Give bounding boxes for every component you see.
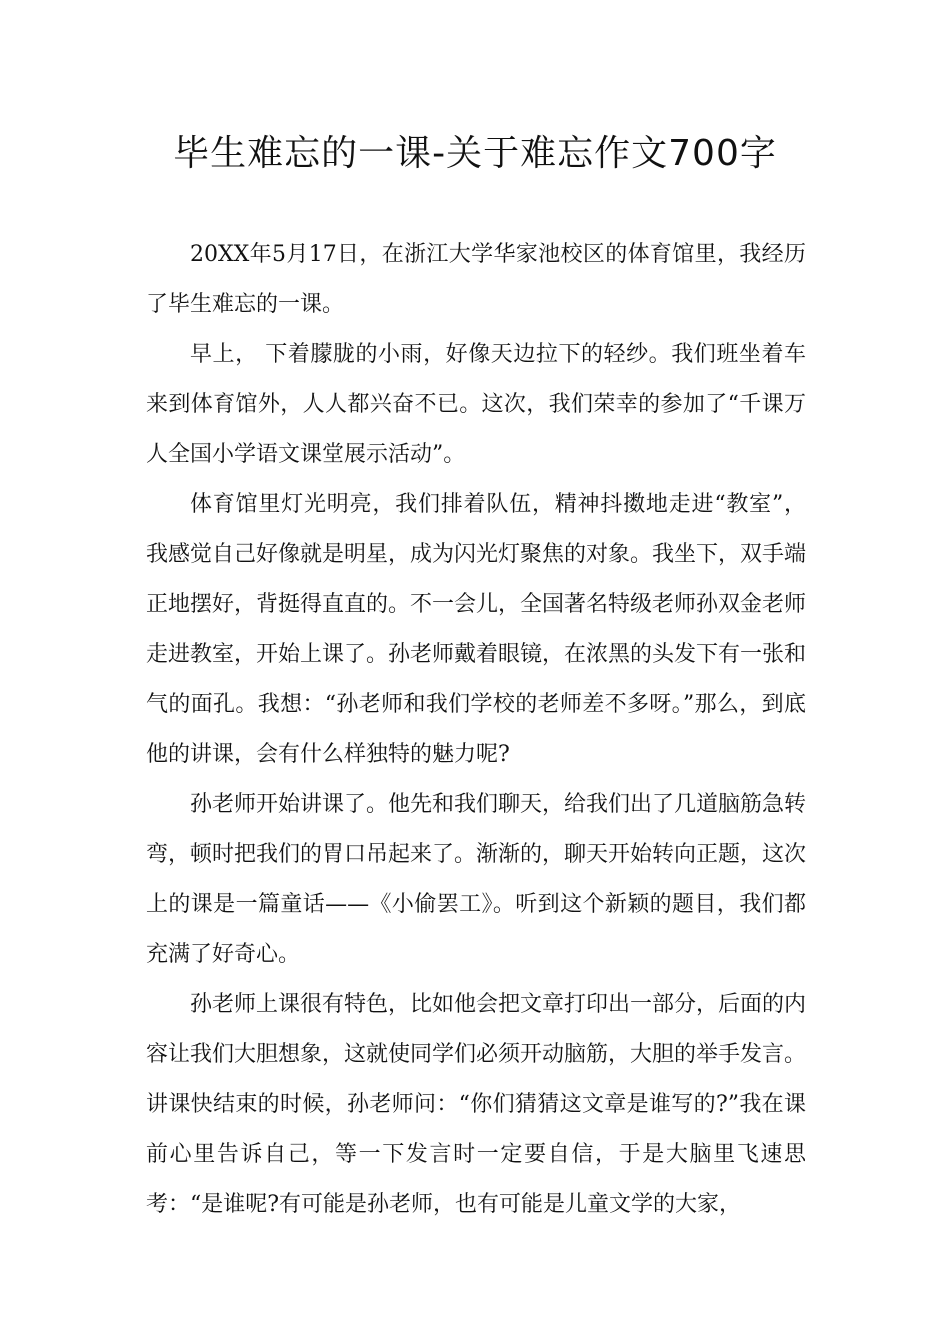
paragraph: 20XX年5月17日，在浙江大学华家池校区的体育馆里，我经历了毕生难忘的一课。	[146, 242, 806, 317]
document-title: 毕生难忘的一课-关于难忘作文700字	[173, 133, 777, 174]
paragraph: 早上， 下着朦胧的小雨，好像天边拉下的轻纱。我们班坐着车来到体育馆外，人人都兴奋不已。这次，我们荣幸的参加了“千课万人全国小学语文课堂展示活动”。	[146, 342, 806, 467]
paragraph: 孙老师上课很有特色，比如他会把文章打印出一部分，后面的内容让我们大胆想象，这就使同学们必须开动脑筋，大胆的举手发言。讲课快结束的时候，孙老师问：“你们猜猜这文章是谁写的?”我在课前心里告诉自己，等一下发言时一定要自信，于是大脑里飞速思考：“是谁呢?有可能是孙老师，也有可能是儿童文学的大家，	[146, 992, 807, 1217]
paragraph: 孙老师开始讲课了。他先和我们聊天，给我们出了几道脑筋急转弯，顿时把我们的胃口吊起来了。渐渐的，聊天开始转向正题，这次上的课是一篇童话——《小偷罢工》。听到这个新颖的题目，我们都充满了好奇心。	[146, 792, 807, 967]
document-body	[146, 230, 806, 1230]
paragraph: 体育馆里灯光明亮，我们排着队伍，精神抖擞地走进“教室”，我感觉自己好像就是明星，成为闪光灯聚焦的对象。我坐下，双手端正地摆好，背挺得直直的。不一会儿，全国著名特级老师孙双金老师走进教室，开始上课了。孙老师戴着眼镜，在浓黑的头发下有一张和气的面孔。我想：“孙老师和我们学校的老师差不多呀。”那么，到底他的讲课，会有什么样独特的魅力呢?	[146, 492, 807, 767]
